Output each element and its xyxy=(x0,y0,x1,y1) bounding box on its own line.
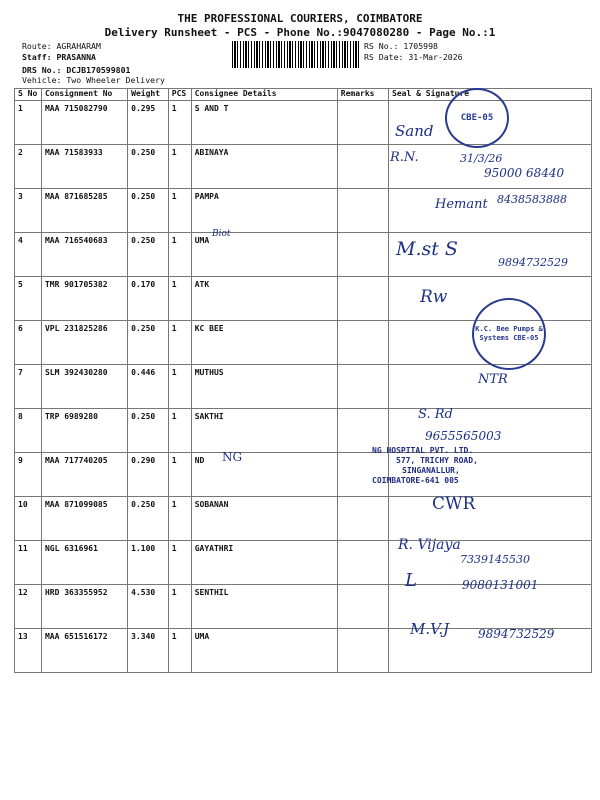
cell-weight: 0.250 xyxy=(128,145,169,189)
handwriting-r11-phone: 7339145530 xyxy=(460,553,530,566)
handwriting-r2-date: 31/3/26 xyxy=(460,152,503,165)
col-seal-signature: Seal & Signature xyxy=(389,89,592,101)
cell-remarks xyxy=(337,233,388,277)
signature-row13: M.V.J xyxy=(410,620,450,638)
signature-row1: Sand xyxy=(395,122,434,140)
handwriting-r10-note: CWR xyxy=(432,494,476,514)
handwriting-uma-note: Biot xyxy=(212,229,231,239)
cell-sno: 6 xyxy=(15,321,42,365)
handwriting-r11-name: R. Vijaya xyxy=(398,537,461,553)
cell-consignee: GAYATHRI xyxy=(191,541,337,585)
hospital-stamp-line2: 577, TRICHY ROAD, xyxy=(396,456,478,465)
cell-weight: 1.100 xyxy=(128,541,169,585)
vehicle-label: Vehicle: Two Wheeler Delivery xyxy=(22,75,165,85)
handwriting-r3-name: Hemant xyxy=(435,197,488,212)
cell-consignment: MAA 717740205 xyxy=(41,453,127,497)
cell-consignee: ND xyxy=(191,453,337,497)
cell-consignee: MUTHUS xyxy=(191,365,337,409)
cell-consignment: TMR 901705382 xyxy=(41,277,127,321)
cell-weight: 3.340 xyxy=(128,629,169,673)
cell-sno: 10 xyxy=(15,497,42,541)
cell-consignee: ABINAYA xyxy=(191,145,337,189)
cell-consignee: S AND T xyxy=(191,101,337,145)
cell-pcs: 1 xyxy=(168,277,191,321)
runsheet-subtitle: Delivery Runsheet - PCS - Phone No.:9047080280 - Page No.:1 xyxy=(104,26,496,39)
cell-consignee: UMA xyxy=(191,233,337,277)
col-consignment: Consignment No xyxy=(41,89,127,101)
signature-row7: NTR xyxy=(478,372,508,387)
table-row xyxy=(15,409,592,453)
hospital-stamp-line1: NG HOSPITAL PVT. LTD. xyxy=(372,446,474,455)
cell-consignment: HRD 363355952 xyxy=(41,585,127,629)
route-label: Route: AGRAHARAM xyxy=(22,41,101,51)
cell-pcs: 1 xyxy=(168,101,191,145)
table-row xyxy=(15,453,592,497)
handwriting-r4-phone: 9894732529 xyxy=(498,256,568,269)
table-header-row xyxy=(15,89,592,101)
barcode xyxy=(232,41,360,68)
cell-consignment: MAA 871685285 xyxy=(41,189,127,233)
col-sno: S No xyxy=(15,89,42,101)
cell-remarks xyxy=(337,365,388,409)
cell-weight: 0.250 xyxy=(128,233,169,277)
signature-row5: Rw xyxy=(420,287,448,307)
cell-sno: 5 xyxy=(15,277,42,321)
company-title: THE PROFESSIONAL COURIERS, COIMBATORE xyxy=(177,12,423,25)
cell-consignee: KC BEE xyxy=(191,321,337,365)
cell-sign xyxy=(389,497,592,541)
cell-consignee: SOBANAN xyxy=(191,497,337,541)
cell-sno: 13 xyxy=(15,629,42,673)
rs-date-label: RS Date: 31-Mar-2026 xyxy=(364,52,463,62)
drs-label: DRS No.: DCJB170599801 xyxy=(22,65,131,75)
signature-row2: R.N. xyxy=(390,150,419,165)
handwriting-r3-phone: 8438583888 xyxy=(497,193,567,206)
cell-consignee: PAMPA xyxy=(191,189,337,233)
handwriting-r2-phone: 95000 68440 xyxy=(484,166,565,180)
cell-weight: 0.250 xyxy=(128,409,169,453)
cell-pcs: 1 xyxy=(168,541,191,585)
handwriting-r8-phone: 9655565003 xyxy=(425,429,502,443)
col-weight: Weight xyxy=(128,89,169,101)
handwriting-r9-note: NG xyxy=(222,450,243,464)
cell-pcs: 1 xyxy=(168,145,191,189)
signature-row12: L xyxy=(405,570,417,591)
cell-weight: 0.170 xyxy=(128,277,169,321)
cell-pcs: 1 xyxy=(168,321,191,365)
cell-weight: 0.295 xyxy=(128,101,169,145)
signature-row8: S. Rd xyxy=(418,407,453,422)
cell-weight: 0.250 xyxy=(128,321,169,365)
cell-consignment: MAA 715082790 xyxy=(41,101,127,145)
cell-pcs: 1 xyxy=(168,189,191,233)
cell-pcs: 1 xyxy=(168,409,191,453)
cell-pcs: 1 xyxy=(168,497,191,541)
cell-weight: 0.290 xyxy=(128,453,169,497)
cell-consignment: MAA 651516172 xyxy=(41,629,127,673)
cell-consignment: NGL 6316961 xyxy=(41,541,127,585)
cell-remarks xyxy=(337,541,388,585)
table-row xyxy=(15,497,592,541)
rs-no-label: RS No.: 1705998 xyxy=(364,41,438,51)
col-consignee: Consignee Details xyxy=(191,89,337,101)
cell-sno: 2 xyxy=(15,145,42,189)
cell-consignee: SAKTHI xyxy=(191,409,337,453)
cell-consignment: SLM 392430280 xyxy=(41,365,127,409)
cell-pcs: 1 xyxy=(168,233,191,277)
cell-consignment: VPL 231825286 xyxy=(41,321,127,365)
cell-weight: 0.250 xyxy=(128,189,169,233)
hospital-stamp-line3: SINGANALLUR, xyxy=(402,466,460,475)
cell-weight: 0.250 xyxy=(128,497,169,541)
cell-sno: 3 xyxy=(15,189,42,233)
col-pcs: PCS xyxy=(168,89,191,101)
cell-consignment: MAA 71583933 xyxy=(41,145,127,189)
company-stamp-2: K.C. Bee Pumps & Systems CBE-05 xyxy=(472,298,546,370)
handwriting-r12-phone: 9080131001 xyxy=(462,578,539,592)
handwriting-r13-phone: 9894732529 xyxy=(478,627,555,641)
cell-sno: 7 xyxy=(15,365,42,409)
cell-remarks xyxy=(337,321,388,365)
cell-remarks xyxy=(337,189,388,233)
cell-remarks xyxy=(337,497,388,541)
table-row xyxy=(15,233,592,277)
cell-sno: 9 xyxy=(15,453,42,497)
hospital-stamp-line4: COIMBATORE-641 005 xyxy=(372,476,459,485)
cell-weight: 4.530 xyxy=(128,585,169,629)
cell-pcs: 1 xyxy=(168,365,191,409)
cell-pcs: 1 xyxy=(168,629,191,673)
signature-row4: M.st S xyxy=(396,238,458,260)
cell-remarks xyxy=(337,101,388,145)
cell-sno: 4 xyxy=(15,233,42,277)
cell-remarks xyxy=(337,629,388,673)
cell-sno: 12 xyxy=(15,585,42,629)
cell-remarks xyxy=(337,585,388,629)
cell-pcs: 1 xyxy=(168,585,191,629)
cell-sno: 1 xyxy=(15,101,42,145)
cell-consignment: MAA 871099085 xyxy=(41,497,127,541)
staff-label: Staff: PRASANNA xyxy=(22,52,96,62)
cell-weight: 0.446 xyxy=(128,365,169,409)
cell-sno: 8 xyxy=(15,409,42,453)
cell-pcs: 1 xyxy=(168,453,191,497)
cell-remarks xyxy=(337,277,388,321)
hospital-stamp xyxy=(372,446,478,486)
cell-consignment: TRP 6989280 xyxy=(41,409,127,453)
cell-consignee: SENTHIL xyxy=(191,585,337,629)
col-remarks: Remarks xyxy=(337,89,388,101)
cell-consignee: UMA xyxy=(191,629,337,673)
cell-remarks xyxy=(337,145,388,189)
cell-consignment: MAA 716540683 xyxy=(41,233,127,277)
cell-consignee: ATK xyxy=(191,277,337,321)
company-stamp-1: CBE-05 xyxy=(445,88,509,148)
cell-sno: 11 xyxy=(15,541,42,585)
